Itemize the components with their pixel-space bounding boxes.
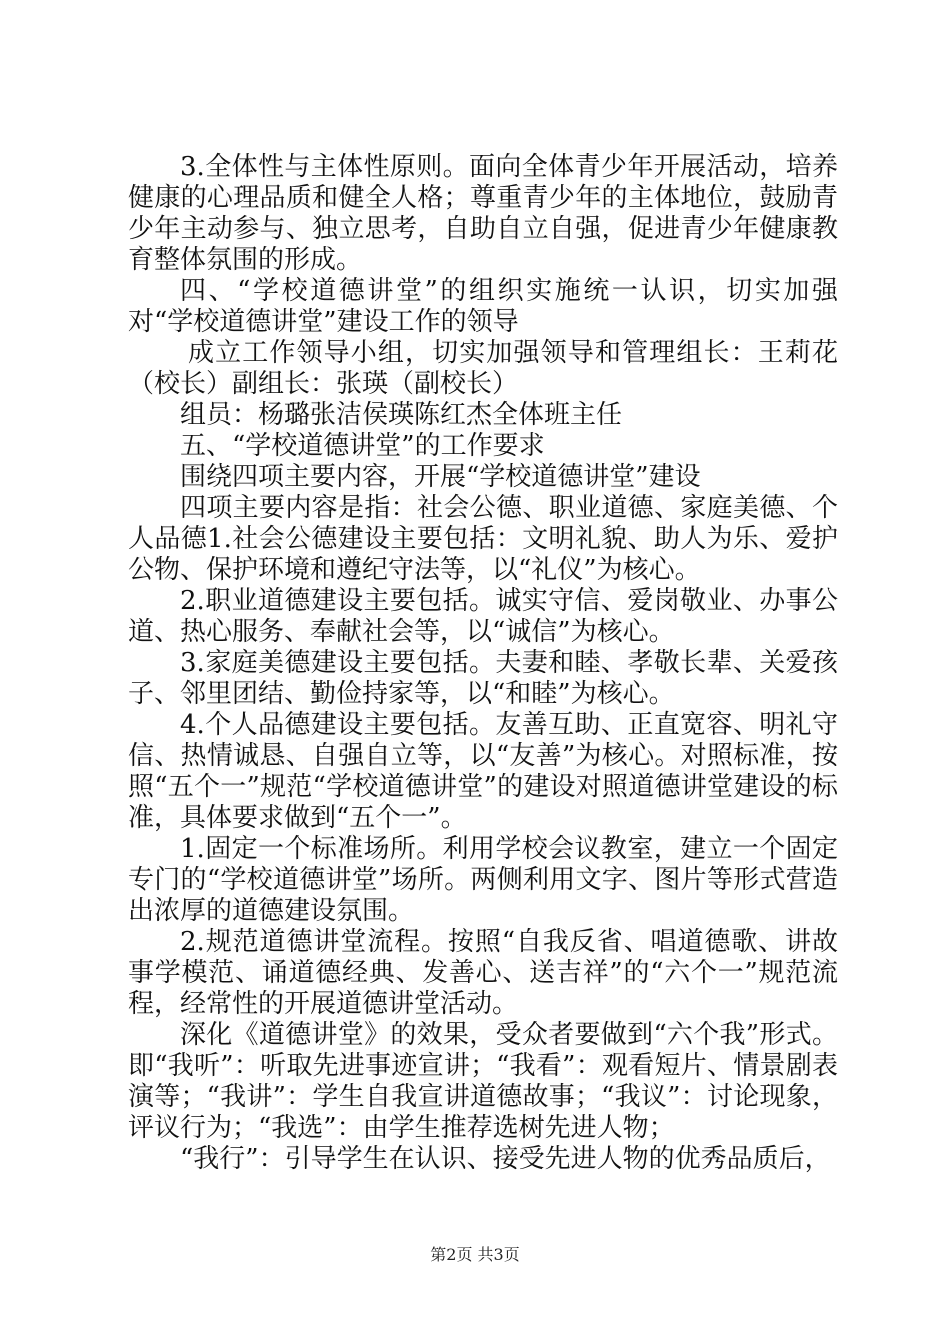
paragraph-professional-ethics: 2.职业道德建设主要包括。诚实守信、爱岗敬业、办事公道、热心服务、奉献社会等，以“诚信”为核心。 — [128, 586, 838, 647]
paragraph-i-act: “我行”：引导学生在认识、接受先进人物的优秀品质后， — [180, 1144, 831, 1174]
document-body — [128, 152, 838, 1175]
page-number-footer: 第2页 共3页 — [430, 1245, 520, 1264]
paragraph-section-5-heading: 五、“学校道德讲堂”的工作要求 — [180, 431, 545, 461]
paragraph-members: 组员：杨璐张洁侯瑛陈红杰全体班主任 — [180, 400, 623, 430]
paragraph-leadership-group: 成立工作领导小组，切实加强领导和管理组长：王莉花（校长）副组长：张瑛（副校长） — [128, 338, 838, 399]
paragraph-standard-process: 2.规范道德讲堂流程。按照“自我反省、唱道德歌、讲故事学模范、诵道德经典、发善心、送吉祥”的“六个一”规范流程，经常性的开展道德讲堂活动。 — [128, 927, 838, 1019]
paragraph-fixed-venue: 1.固定一个标准场所。利用学校会议教室，建立一个固定专门的“学校道德讲堂”场所。两侧利用文字、图片等形式营造出浓厚的道德建设氛围。 — [128, 834, 838, 926]
paragraph-principle-3: 3.全体性与主体性原则。面向全体青少年开展活动，培养健康的心理品质和健全人格；尊重青少年的主体地位，鼓励青少年主动参与、独立思考，自助自立自强，促进青少年健康教育整体氛围的形成。 — [128, 152, 838, 275]
paragraph-six-me: 深化《道德讲堂》的效果，受众者要做到“六个我”形式。即“我听”：听取先进事迹宣讲；“我看”：观看短片、情景剧表演等；“我讲”：学生自我宣讲道德故事；“我议”：讨论现象，评议行为；“我选”：由学生推荐选树先进人物； — [128, 1020, 838, 1143]
paragraph-family-virtue: 3.家庭美德建设主要包括。夫妻和睦、孝敬长辈、关爱孩子、邻里团结、勤俭持家等，以“和睦”为核心。 — [128, 648, 838, 709]
paragraph-section-4-heading: 四、“学校道德讲堂”的组织实施统一认识，切实加强对“学校道德讲堂”建设工作的领导 — [128, 276, 838, 337]
paragraph-four-contents: 围绕四项主要内容，开展“学校道德讲堂”建设 — [180, 462, 701, 492]
paragraph-social-morality: 四项主要内容是指：社会公德、职业道德、家庭美德、个人品德1.社会公德建设主要包括：文明礼貌、助人为乐、爱护公物、保护环境和遵纪守法等，以“礼仪”为核心。 — [128, 493, 838, 585]
paragraph-personal-character: 4.个人品德建设主要包括。友善互助、正直宽容、明礼守信、热情诚恳、自强自立等，以“友善”为核心。对照标准，按照“五个一”规范“学校道德讲堂”的建设对照道德讲堂建设的标准，具体要求做到“五个一”。 — [128, 710, 838, 833]
